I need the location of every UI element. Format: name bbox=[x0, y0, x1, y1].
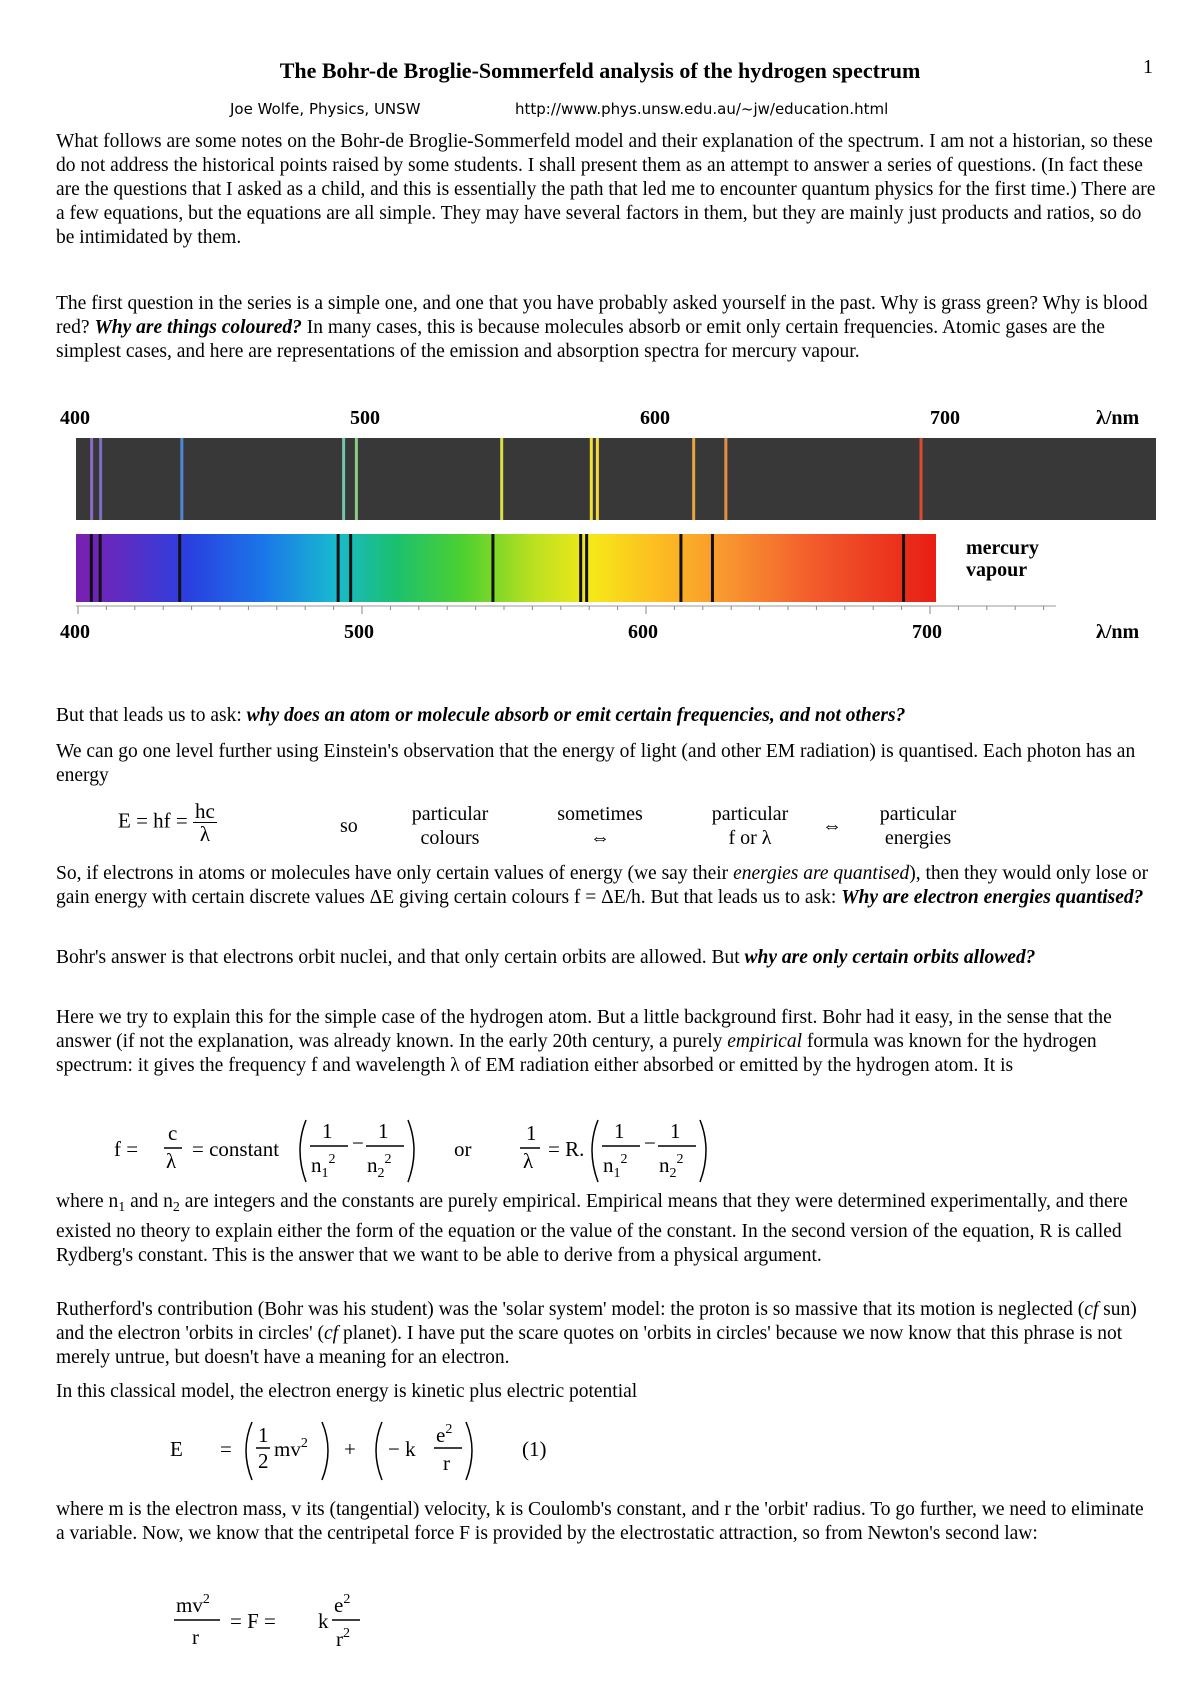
particular-colours bbox=[400, 802, 500, 850]
photon-energy-equation bbox=[118, 800, 217, 845]
absorption-line bbox=[711, 534, 714, 602]
emission-line bbox=[355, 438, 358, 520]
bohr-answer-paragraph bbox=[56, 946, 1156, 970]
top-tick-label: 700 bbox=[930, 407, 960, 429]
numerator-one: 1 bbox=[670, 1119, 681, 1143]
equation-lhs: E = hf = bbox=[118, 808, 188, 833]
particular-energies bbox=[868, 802, 968, 850]
absorption-line bbox=[902, 534, 905, 602]
equation-number: (1) bbox=[522, 1437, 547, 1461]
particular-f-or-lambda bbox=[700, 802, 800, 850]
text-run: planet). I have put the scare quotes on 'orbits in circles' because we now know that this phrase is not merely untrue, but doesn't have a meaning for an electron. bbox=[56, 1323, 1123, 1368]
mv-squared bbox=[176, 1592, 210, 1617]
italic-cf: cf bbox=[1084, 1299, 1099, 1320]
fraction-denominator: λ bbox=[523, 1149, 534, 1173]
mv-term: mv bbox=[176, 1593, 203, 1617]
cell-line: sometimes bbox=[557, 803, 643, 825]
einstein-paragraph: We can go one level further using Einstein's observation that the energy of light (and other EM radiation) is quantised. Each photon has an energy bbox=[56, 741, 1136, 786]
empirical-paragraph bbox=[56, 1190, 1156, 1268]
centripetal-force-equation bbox=[168, 1584, 408, 1664]
author-line: Joe Wolfe, Physics, UNSW bbox=[230, 100, 421, 118]
italic-phrase: energies are quantised bbox=[733, 863, 910, 884]
plus-sign: + bbox=[344, 1437, 356, 1461]
emphasis-question: why does an atom or molecule absorb or emit certain frequencies, and not others? bbox=[246, 705, 906, 726]
top-unit-label: λ/nm bbox=[1096, 407, 1140, 429]
half-numerator: 1 bbox=[258, 1423, 269, 1447]
right-paren bbox=[466, 1422, 472, 1480]
text-run: Rutherford's contribution (Bohr was his student) was the 'solar system' model: the proton is so massive that its motion is neglected ( bbox=[56, 1299, 1085, 1320]
denominator-n2-squared bbox=[659, 1152, 684, 1181]
top-tick-label: 400 bbox=[60, 407, 90, 429]
text-run: Here we try to explain this for the simple case of the hydrogen atom. But a little background first. Bohr had it easy, in the sense that the answer (if not the explanation, was already known. In the early 20th century, a purely bbox=[56, 1007, 1112, 1052]
text-run: ), then they would only lose or gain energy with certain discrete values ΔE giving certain colours f = ΔE/h. But that leads us to ask: bbox=[56, 863, 1149, 908]
text-run: are integers and the constants are purely empirical. Empirical means that they were determined experimentally, and there existed no theory to explain either the form of the equation or the value of the constant. In the second version of the equation, R is called Rydberg's constant. This is the answer that we want to be able to derive from a physical argument. bbox=[56, 1191, 1128, 1266]
numerator-one: 1 bbox=[378, 1119, 389, 1143]
fraction-numerator: c bbox=[168, 1121, 178, 1145]
left-paren bbox=[376, 1422, 382, 1480]
absorption-line bbox=[579, 534, 582, 602]
subscript: 2 bbox=[669, 1166, 677, 1181]
absorption-line bbox=[337, 534, 340, 602]
n-symbol: n bbox=[311, 1153, 322, 1177]
energy-equation-1 bbox=[160, 1410, 580, 1490]
classical-model-paragraph: In this classical model, the electron energy is kinetic plus electric potential bbox=[56, 1381, 638, 1402]
e-squared bbox=[436, 1422, 452, 1447]
mv-squared bbox=[274, 1436, 308, 1461]
emission-line bbox=[724, 438, 727, 520]
cell-line: ⇔ bbox=[590, 827, 610, 849]
italic-cf: cf bbox=[324, 1323, 339, 1344]
n-symbol: n bbox=[603, 1153, 614, 1177]
italic-word: empirical bbox=[727, 1031, 802, 1052]
emission-line bbox=[692, 438, 695, 520]
numerator-one: 1 bbox=[322, 1119, 333, 1143]
equation-f: f = bbox=[114, 1137, 139, 1161]
top-tick-label: 600 bbox=[640, 407, 670, 429]
emission-line bbox=[920, 438, 923, 520]
emission-line bbox=[596, 438, 599, 520]
hydrogen-background-paragraph bbox=[56, 1006, 1156, 1078]
superscript: 2 bbox=[620, 1152, 628, 1167]
equals-r: = R. bbox=[548, 1137, 585, 1161]
or-word: or bbox=[454, 1137, 472, 1161]
superscript: 2 bbox=[202, 1592, 210, 1607]
bottom-tick-label: 400 bbox=[60, 621, 90, 643]
mv-term: mv bbox=[274, 1437, 301, 1461]
left-paren bbox=[300, 1120, 306, 1182]
text-run: formula was known for the hydrogen spectrum: it gives the frequency f and wavelength λ of EM radiation either absorbed or emitted by the hydrogen atom. It is bbox=[56, 1031, 1097, 1076]
text-run: where n bbox=[56, 1191, 119, 1212]
absorption-line bbox=[585, 534, 588, 602]
r-denominator: r bbox=[192, 1625, 199, 1649]
bottom-tick-label: 600 bbox=[628, 621, 658, 643]
fraction-numerator: hc bbox=[195, 799, 215, 823]
top-tick-label: 500 bbox=[350, 407, 380, 429]
page-title: The Bohr-de Broglie-Sommerfeld analysis of the hydrogen spectrum bbox=[279, 58, 921, 83]
cell-line: f or λ bbox=[728, 827, 772, 849]
n-symbol: n bbox=[367, 1153, 378, 1177]
url-link[interactable]: http://www.phys.unsw.edu.au/~jw/education.html bbox=[515, 100, 889, 118]
r-squared bbox=[336, 1626, 350, 1651]
equals-constant: = constant bbox=[192, 1137, 280, 1161]
emphasis-question: Why are things coloured? bbox=[94, 317, 302, 338]
superscript: 2 bbox=[343, 1626, 350, 1641]
superscript: 2 bbox=[445, 1422, 453, 1437]
r-denominator: r bbox=[443, 1451, 450, 1475]
n-symbol: n bbox=[659, 1153, 670, 1177]
minus-sign: − bbox=[644, 1131, 656, 1155]
mercury-spectrum-figure bbox=[56, 400, 1156, 670]
fraction-numerator: 1 bbox=[526, 1121, 537, 1145]
right-paren bbox=[700, 1120, 706, 1182]
sometimes-equivalent bbox=[545, 802, 655, 850]
newton-paragraph: where m is the electron mass, v its (tangential) velocity, k is Coulomb's constant, and r the 'orbit' radius. To go further, we need to eliminate a variable. Now, we know that the centripetal force F is provided by the electrostatic attraction, so from Newton's second law: bbox=[56, 1499, 1144, 1544]
intro-paragraph: What follows are some notes on the Bohr-de Broglie-Sommerfeld model and their explanation of the spectrum. I am not a historian, so these do not address the historical points raised by some students. I shall present them as an attempt to answer a series of questions. (In fact these are the questions that I asked as a child, and this is essentially the path that led me to encounter quantum physics for the first time.) There are a few equations, but the equations are all simple. They may have several factors in them, but they are mainly just products and ratios, so do be intimidated by them. bbox=[56, 131, 1156, 248]
cell-line: particular bbox=[411, 803, 489, 825]
emission-line bbox=[500, 438, 503, 520]
rutherford-paragraph bbox=[56, 1298, 1156, 1370]
emission-line bbox=[180, 438, 183, 520]
text-run: and n bbox=[125, 1191, 173, 1212]
fraction-denominator: λ bbox=[166, 1149, 177, 1173]
subscript: 1 bbox=[321, 1166, 329, 1181]
fraction bbox=[193, 800, 217, 845]
r-term: r bbox=[336, 1627, 343, 1651]
subscript: 1 bbox=[118, 1200, 126, 1215]
top-axis-labels bbox=[60, 407, 1140, 429]
denominator-n1-squared bbox=[603, 1152, 628, 1181]
numerator-one: 1 bbox=[614, 1119, 625, 1143]
left-paren bbox=[246, 1422, 252, 1480]
e-term: e bbox=[334, 1593, 344, 1617]
superscript: 2 bbox=[676, 1152, 684, 1167]
denominator-n1-squared bbox=[311, 1152, 336, 1181]
text-run: But that leads us to ask: bbox=[56, 705, 247, 726]
colour-question-paragraph bbox=[56, 292, 1156, 364]
superscript: 2 bbox=[343, 1592, 351, 1607]
absorption-line bbox=[679, 534, 682, 602]
emission-spectrum-band bbox=[76, 438, 1156, 520]
cell-line: energies bbox=[884, 827, 952, 849]
bottom-unit-label: λ/nm bbox=[1096, 621, 1140, 643]
right-paren bbox=[408, 1120, 414, 1182]
emphasis-question: Why are electron energies quantised? bbox=[841, 887, 1144, 908]
rydberg-equation bbox=[110, 1110, 750, 1190]
bottom-tick-label: 700 bbox=[912, 621, 942, 643]
absorption-line bbox=[491, 534, 494, 602]
absorption-line bbox=[178, 534, 181, 602]
equals-sign: = bbox=[220, 1437, 232, 1461]
cell-line: particular bbox=[879, 803, 957, 825]
text-run: The first question in the series is a simple one, and one that you have probably asked yourself in the past. Why is grass green? Why is blood red? bbox=[56, 293, 1148, 338]
text-run: sun) and the electron 'orbits in circles' ( bbox=[56, 1299, 1137, 1344]
equation-E: E bbox=[170, 1437, 183, 1461]
so-word: so bbox=[340, 815, 358, 837]
text-run: In many cases, this is because molecules absorb or emit only certain frequencies. Atomic gases are the simplest cases, and here are representations of the emission and absorption spectra for mercury vapour. bbox=[56, 317, 1105, 362]
absorption-spectrum-band bbox=[76, 534, 936, 602]
page-number: 1 bbox=[1143, 56, 1153, 78]
spectrum-label-mercury: mercury bbox=[966, 537, 1039, 559]
k-constant: k bbox=[318, 1609, 329, 1633]
subscript: 2 bbox=[377, 1166, 385, 1181]
emission-line bbox=[342, 438, 345, 520]
minus-sign: − bbox=[352, 1131, 364, 1155]
frequency-question-paragraph bbox=[56, 704, 1156, 728]
equivalence-arrow: ⇔ bbox=[822, 815, 842, 837]
left-paren bbox=[592, 1120, 598, 1182]
superscript: 2 bbox=[384, 1152, 392, 1167]
cell-line: particular bbox=[711, 803, 789, 825]
emission-line bbox=[590, 438, 593, 520]
superscript: 2 bbox=[328, 1152, 336, 1167]
text-run: So, if electrons in atoms or molecules have only certain values of energy (we say their bbox=[56, 863, 734, 884]
bottom-axis-labels bbox=[60, 621, 1140, 643]
right-paren bbox=[322, 1422, 328, 1480]
subscript: 2 bbox=[172, 1200, 180, 1215]
emission-line bbox=[90, 438, 93, 520]
cell-line: colours bbox=[420, 827, 480, 849]
fraction-denominator: λ bbox=[199, 822, 211, 846]
absorption-line bbox=[90, 534, 93, 602]
text-run: Bohr's answer is that electrons orbit nuclei, and that only certain orbits are allowed. But bbox=[56, 947, 745, 968]
bottom-axis-ticks bbox=[78, 606, 1044, 614]
bottom-tick-label: 500 bbox=[344, 621, 374, 643]
denominator-n2-squared bbox=[367, 1152, 392, 1181]
subscript: 1 bbox=[613, 1166, 621, 1181]
absorption-line bbox=[349, 534, 352, 602]
e-squared bbox=[334, 1592, 350, 1617]
spectrum-label-vapour: vapour bbox=[966, 559, 1028, 581]
superscript: 2 bbox=[300, 1436, 308, 1451]
minus-k: − k bbox=[388, 1437, 416, 1461]
absorption-line bbox=[99, 534, 102, 602]
half-denominator: 2 bbox=[258, 1449, 269, 1473]
emphasis-question: why are only certain orbits allowed? bbox=[744, 947, 1036, 968]
equals-F-equals: = F = bbox=[230, 1609, 276, 1633]
e-term: e bbox=[436, 1423, 446, 1447]
emission-line bbox=[99, 438, 102, 520]
quantised-energy-paragraph bbox=[56, 862, 1156, 910]
